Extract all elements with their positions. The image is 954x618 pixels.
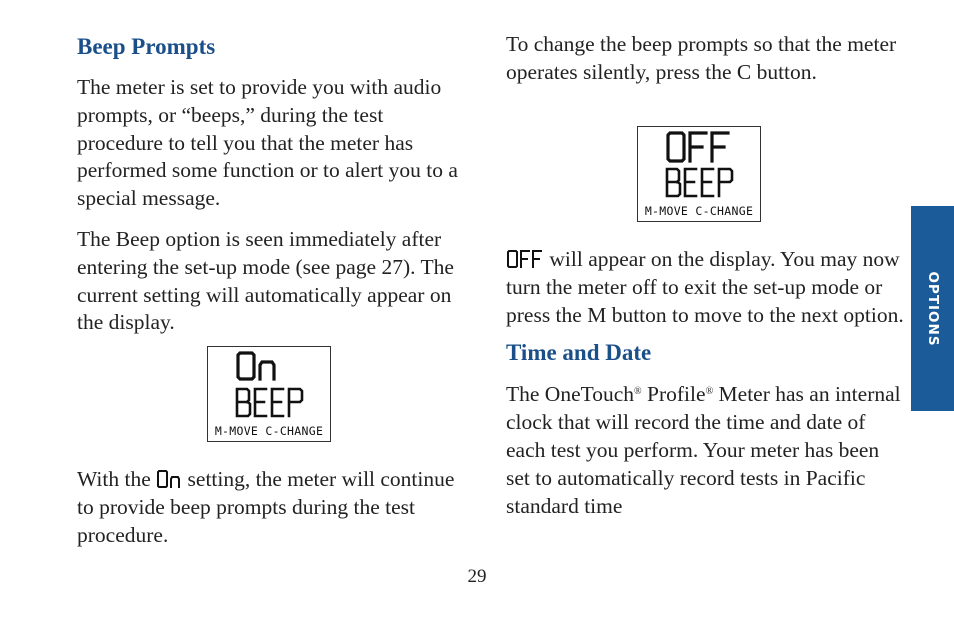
left-column-bottom xyxy=(77,466,472,549)
beep-option-paragraph: The Beep option is seen immediately after entering the set-up mode (see page 27). The current setting will automatically appear on the display. xyxy=(77,226,454,335)
on-setting-paragraph: With the setting, the meter will continue to provide beep prompts during the test procedure. xyxy=(77,467,455,547)
right-column-bottom xyxy=(506,246,904,520)
off-display-icon xyxy=(506,249,544,269)
lcd-display-on xyxy=(207,346,331,442)
left-column xyxy=(77,30,472,337)
lcd-segment-text-off xyxy=(638,127,762,205)
lcd-footer-text: M-MOVE C-CHANGE xyxy=(644,204,754,218)
lcd-footer-text: M-MOVE C-CHANGE xyxy=(214,424,324,438)
lcd-segment-text-on xyxy=(208,347,332,425)
time-date-paragraph: The OneTouch® Profile® Meter has an internal clock that will record the time and date of each test you perform. Your meter has been set to automatically record tests in Pacific standard time xyxy=(506,382,901,518)
options-tab-label: OPTIONS xyxy=(924,270,941,347)
off-display-paragraph: will appear on the display. You may now turn the meter off to exit the set-up mode or press the M button to move to the next option. xyxy=(506,247,904,327)
beep-prompts-heading: Beep Prompts xyxy=(77,34,216,59)
silent-instruction-paragraph: To change the beep prompts so that the meter operates silently, press the C button. xyxy=(506,32,897,84)
on-display-icon xyxy=(156,469,182,489)
page-number: 29 xyxy=(467,566,487,587)
lcd-display-off xyxy=(637,126,761,222)
beep-intro-paragraph: The meter is set to provide you with audio prompts, or “beeps,” during the test procedure to tell you that the meter has performed some function or to alert you to a special message. xyxy=(77,75,458,211)
time-and-date-heading: Time and Date xyxy=(506,340,652,366)
right-column xyxy=(506,30,904,87)
options-side-tab xyxy=(911,206,954,411)
